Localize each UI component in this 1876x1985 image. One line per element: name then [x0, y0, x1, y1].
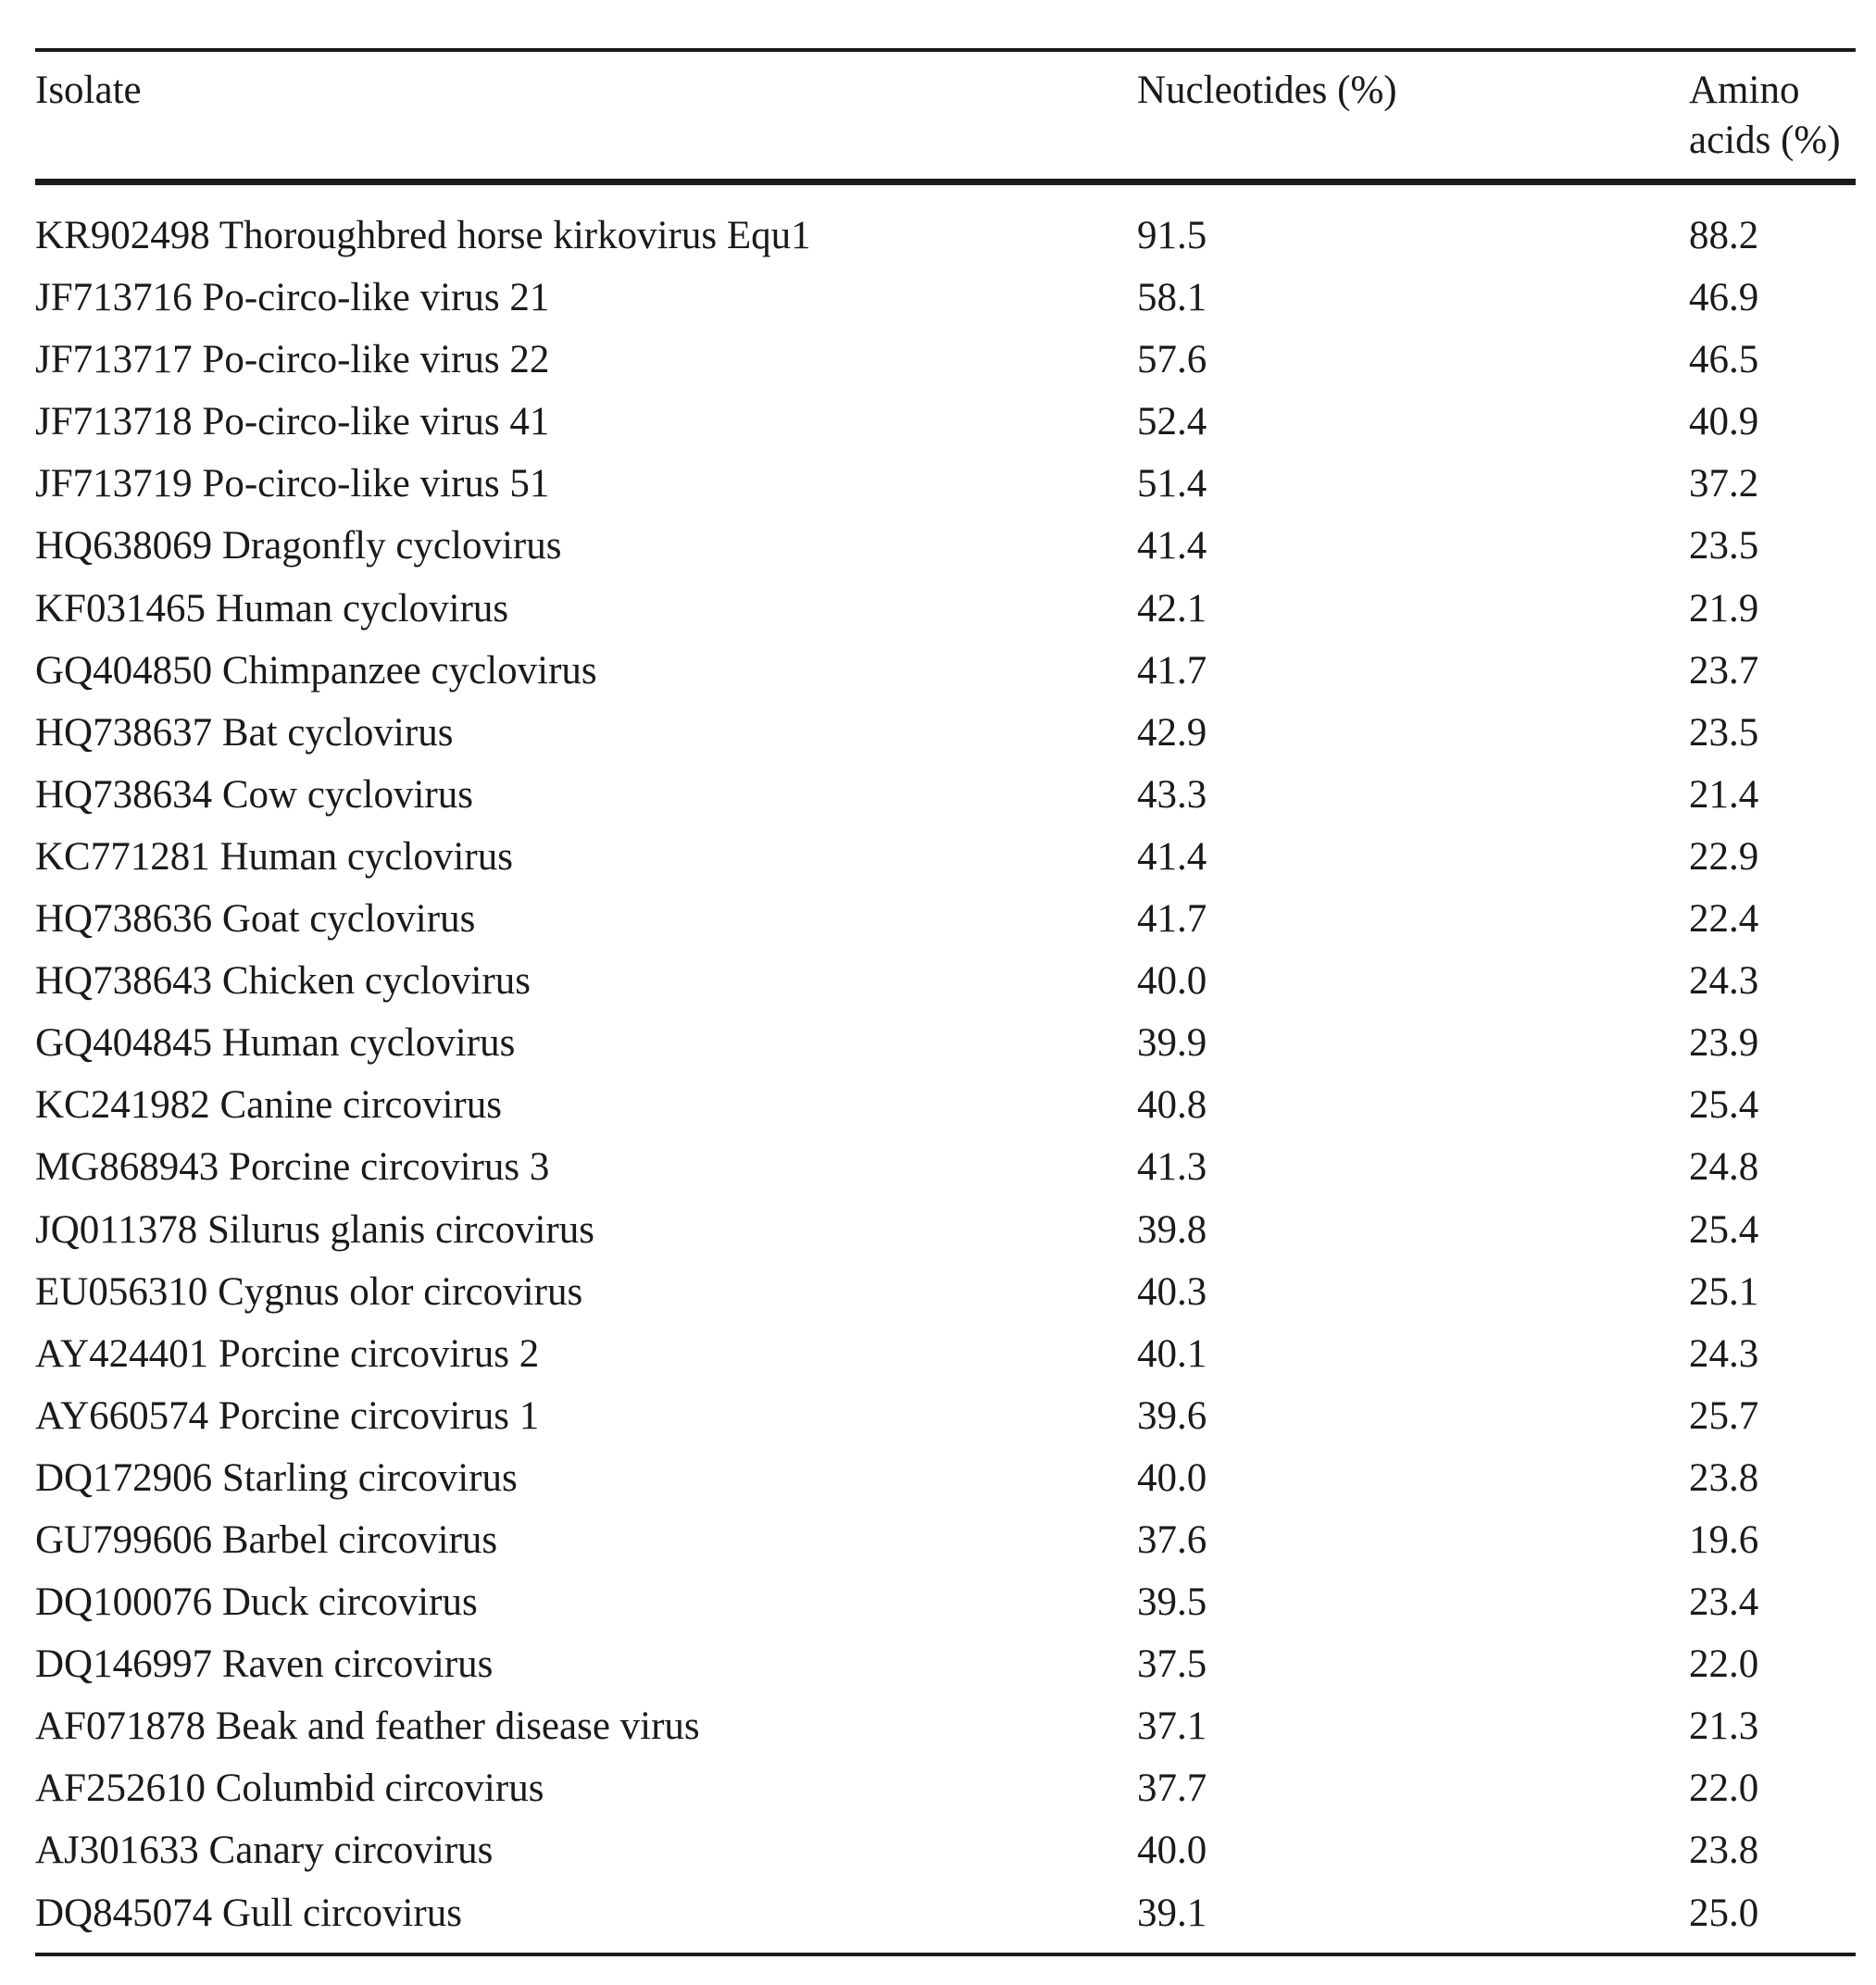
cell-amino-acids: 22.0 [1689, 1767, 1759, 1811]
table-row [35, 1571, 1856, 1633]
table-row [35, 1509, 1856, 1571]
cell-nucleotides: 40.3 [1137, 1269, 1207, 1314]
cell-nucleotides: 58.1 [1137, 276, 1207, 320]
header-nucleotides: Nucleotides (%) [1137, 69, 1397, 112]
cell-nucleotides: 51.4 [1137, 462, 1207, 506]
cell-nucleotides: 52.4 [1137, 400, 1207, 444]
cell-isolate: HQ738637 Bat cyclovirus [35, 710, 454, 755]
cell-isolate: JF713719 Po-circo-like virus 51 [35, 462, 550, 506]
cell-nucleotides: 40.0 [1137, 1455, 1207, 1500]
cell-isolate: AF071878 Beak and feather disease virus [35, 1704, 700, 1749]
cell-nucleotides: 41.4 [1137, 834, 1207, 879]
cell-amino-acids: 46.9 [1689, 276, 1759, 320]
cell-amino-acids: 19.6 [1689, 1517, 1759, 1562]
table-row [35, 1757, 1856, 1819]
cell-amino-acids: 25.7 [1689, 1393, 1759, 1438]
cell-isolate: DQ100076 Duck circovirus [35, 1580, 478, 1625]
table-row [35, 1199, 1856, 1261]
header-amino-acids-line2: acids (%) [1689, 119, 1841, 162]
cell-isolate: JF713716 Po-circo-like virus 21 [35, 276, 550, 320]
cell-nucleotides: 39.1 [1137, 1891, 1207, 1935]
cell-amino-acids: 21.3 [1689, 1704, 1759, 1749]
table-row [35, 764, 1856, 826]
table-row [35, 1323, 1856, 1385]
cell-isolate: AY424401 Porcine circovirus 2 [35, 1331, 540, 1376]
cell-nucleotides: 91.5 [1137, 214, 1207, 257]
cell-isolate: KF031465 Human cyclovirus [35, 586, 509, 630]
header-amino-acids [1689, 66, 1841, 166]
cell-isolate: HQ738643 Chicken cyclovirus [35, 959, 532, 1004]
cell-amino-acids: 21.9 [1689, 586, 1759, 630]
cell-isolate: GQ404850 Chimpanzee cyclovirus [35, 648, 597, 693]
cell-nucleotides: 39.8 [1137, 1207, 1207, 1252]
cell-isolate: GU799606 Barbel circovirus [35, 1517, 498, 1562]
cell-nucleotides: 39.6 [1137, 1393, 1207, 1438]
cell-amino-acids: 23.5 [1689, 524, 1759, 568]
cell-amino-acids: 88.2 [1689, 214, 1759, 257]
cell-isolate: HQ738634 Cow cyclovirus [35, 772, 473, 817]
table-row [35, 515, 1856, 577]
cell-nucleotides: 40.8 [1137, 1083, 1207, 1128]
table-row [35, 391, 1856, 453]
cell-amino-acids: 25.4 [1689, 1083, 1759, 1128]
cell-nucleotides: 37.7 [1137, 1767, 1207, 1811]
header-isolate: Isolate [35, 69, 142, 112]
cell-amino-acids: 21.4 [1689, 772, 1759, 817]
table-row [35, 578, 1856, 640]
cell-amino-acids: 23.4 [1689, 1580, 1759, 1625]
table-header-rule [35, 179, 1856, 185]
cell-nucleotides: 37.5 [1137, 1642, 1207, 1687]
table-row [35, 1447, 1856, 1509]
cell-amino-acids: 24.3 [1689, 959, 1759, 1004]
cell-nucleotides: 41.4 [1137, 524, 1207, 568]
table-row [35, 1633, 1856, 1695]
cell-isolate: KC771281 Human cyclovirus [35, 834, 513, 879]
table-row [35, 453, 1856, 515]
cell-nucleotides: 43.3 [1137, 772, 1207, 817]
cell-amino-acids: 24.8 [1689, 1145, 1759, 1190]
cell-amino-acids: 46.5 [1689, 338, 1759, 382]
cell-amino-acids: 23.7 [1689, 648, 1759, 693]
cell-amino-acids: 22.9 [1689, 834, 1759, 879]
cell-isolate: AJ301633 Canary circovirus [35, 1829, 494, 1873]
cell-isolate: HQ738636 Goat cyclovirus [35, 897, 476, 942]
cell-isolate: HQ638069 Dragonfly cyclovirus [35, 524, 562, 568]
table-row [35, 1819, 1856, 1881]
cell-amino-acids: 23.9 [1689, 1021, 1759, 1066]
cell-isolate: JF713718 Po-circo-like virus 41 [35, 400, 550, 444]
table-row [35, 826, 1856, 888]
cell-nucleotides: 41.7 [1137, 648, 1207, 693]
table-row [35, 1695, 1856, 1757]
table-row [35, 1136, 1856, 1198]
cell-isolate: JF713717 Po-circo-like virus 22 [35, 338, 550, 382]
table-row [35, 1385, 1856, 1447]
cell-nucleotides: 39.5 [1137, 1580, 1207, 1625]
cell-nucleotides: 42.1 [1137, 586, 1207, 630]
table-row [35, 1261, 1856, 1323]
table-row [35, 205, 1856, 267]
cell-amino-acids: 37.2 [1689, 462, 1759, 506]
table-bottom-rule [35, 1953, 1856, 1956]
cell-isolate: DQ172906 Starling circovirus [35, 1455, 518, 1500]
table-header [35, 52, 1856, 179]
table-row [35, 1012, 1856, 1074]
table-row [35, 950, 1856, 1012]
cell-amino-acids: 23.8 [1689, 1455, 1759, 1500]
cell-isolate: KC241982 Canine circovirus [35, 1083, 502, 1128]
cell-amino-acids: 25.0 [1689, 1891, 1759, 1935]
cell-nucleotides: 40.1 [1137, 1331, 1207, 1376]
cell-nucleotides: 37.1 [1137, 1704, 1207, 1749]
cell-nucleotides: 41.3 [1137, 1145, 1207, 1190]
identity-table [35, 48, 1856, 1956]
cell-nucleotides: 41.7 [1137, 897, 1207, 942]
table-row [35, 1882, 1856, 1944]
cell-amino-acids: 25.1 [1689, 1269, 1759, 1314]
cell-nucleotides: 39.9 [1137, 1021, 1207, 1066]
table-row [35, 1074, 1856, 1136]
cell-isolate: AY660574 Porcine circovirus 1 [35, 1393, 540, 1438]
cell-isolate: AF252610 Columbid circovirus [35, 1767, 544, 1811]
table-row [35, 267, 1856, 329]
cell-amino-acids: 40.9 [1689, 400, 1759, 444]
table-row [35, 329, 1856, 391]
cell-nucleotides: 37.6 [1137, 1517, 1207, 1562]
cell-isolate: MG868943 Porcine circovirus 3 [35, 1145, 550, 1190]
cell-nucleotides: 40.0 [1137, 1829, 1207, 1873]
cell-amino-acids: 22.0 [1689, 1642, 1759, 1687]
table-row [35, 888, 1856, 950]
cell-amino-acids: 24.3 [1689, 1331, 1759, 1376]
cell-nucleotides: 42.9 [1137, 710, 1207, 755]
cell-isolate: DQ146997 Raven circovirus [35, 1642, 494, 1687]
cell-isolate: KR902498 Thoroughbred horse kirkovirus Equ1 [35, 214, 811, 257]
cell-amino-acids: 23.8 [1689, 1829, 1759, 1873]
cell-amino-acids: 25.4 [1689, 1207, 1759, 1252]
cell-isolate: JQ011378 Silurus glanis circovirus [35, 1207, 594, 1252]
cell-nucleotides: 57.6 [1137, 338, 1207, 382]
cell-isolate: EU056310 Cygnus olor circovirus [35, 1269, 583, 1314]
cell-nucleotides: 40.0 [1137, 959, 1207, 1004]
cell-amino-acids: 23.5 [1689, 710, 1759, 755]
header-amino-acids-line1: Amino [1689, 69, 1800, 112]
table-body [35, 185, 1856, 1953]
cell-isolate: DQ845074 Gull circovirus [35, 1891, 462, 1935]
cell-isolate: GQ404845 Human cyclovirus [35, 1021, 516, 1066]
cell-amino-acids: 22.4 [1689, 897, 1759, 942]
table-row [35, 640, 1856, 702]
table-row [35, 702, 1856, 764]
